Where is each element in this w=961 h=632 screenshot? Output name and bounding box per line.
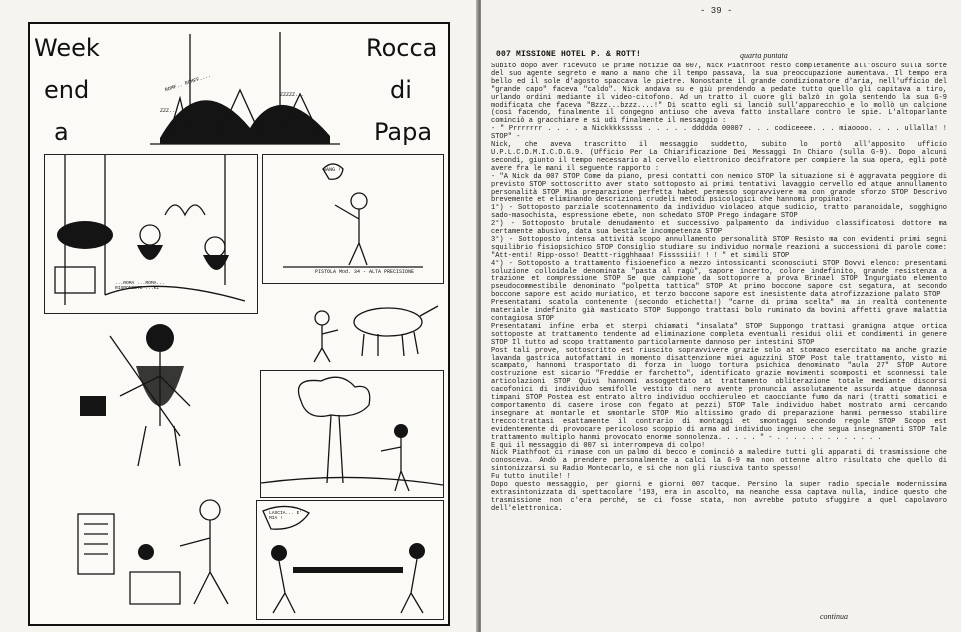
paragraph: Presentatami infine erba et sterpi chiamati "insalata" STOP Suppongo trattasi gramigna atque ortica sottoposte at trattamento tendente ad eliminazione completa eventuali residui olii et condimenti in genere STOP Il tutto ad scopo trattamento particolarmente dannoso per intestini STOP [491, 322, 947, 347]
pistol-officer-drawing [263, 155, 443, 283]
story-body [491, 63, 947, 593]
title-papa: Papa [374, 118, 433, 146]
paragraph: - " Prrrrrrr . . . . a Nickkkksssss . . . . . ddddda 00007 . . . codiceeee. . . miaoooo. . . . ullalla! ! STOP" - [491, 125, 947, 142]
paragraph: 4°) - Sottoposto a trattamento fisioenefico a mezzo intossicanti sconosciuti STOP Dovvi elenco: presentami soluzione colloidale denominata "pasta al ragù", sapore incerto, colore indefinito, grande resistenza a trazione et compressione STOP Se que campione da sottoporre a prova Brinael STOP Ingurgiato elemento pseudocommestibile denominato "polpetta tattica" STOP At primo boccone sapore cst segatura, at secondo boccone sapore est acido muriatico, et terzo boccone sapore est inesistente data atrofizzazione palato STOP [491, 259, 947, 300]
title-rocca: Rocca [366, 34, 438, 62]
paragraph: Subito dopo aver ricevuto le prime notizie da 007, Nick Piathfoot restò completamente all'oscuro sulla sorte del suo agente segreto e mano a mano che il tempo passava, la sua preoccupazione aumentava. Il tempo era bello ed il sole d'agosto spaccava le pietre. Nonostante il grande condizionatore d'aria, nell'ufficio del "grande capo" faceva "caldo". Nick andava su e giù prendendo a pedate tutto quello gli capitava a tiro, urlando ordini mediante il video-citofono. Ad un tratto il cuore gli balzò in gola sentendo la sua G-9 modificata che faceva "Bzzz...bzzz....!" Di scatto egli si lanciò sull'apparecchio e lo mollò un calcione (così facendo, finalmente il congegno antiuso che aveva fatto installare contro le spie. L'altoparlante cominciò a gracchiare e si udì finalmente il messaggio : [491, 63, 947, 126]
paragraph: Fu tutto inutile! ! [491, 473, 571, 482]
paragraph: 2°) - Sottoposto brutale denudamento et successivo palpamento da individuo classificatosi dottore ma certamente abusivo, data sua bestiale incompetenza STOP [491, 220, 947, 237]
cartoon-panel-radio [44, 154, 258, 314]
paragraph: Nick, che aveva trascritto il messaggio suddetto, subito lo portò all'apposito ufficio U.P.L.C.D.M.I.C.D.G.9. (Ufficio Per La Chiarificazione Dei Messaggi In Chiaro (sulla G-9). Dopo alcuni secondi, giunto il tempo necessario al cervello elettronico decifratore per compiere la sua opera, egli potè avere fra le mani il seguente rapporto : [491, 141, 947, 173]
snore-sfx-1: ROMF.. ROMFF.... [164, 72, 212, 94]
story-title: 007 MISSIONE HOTEL P. & ROTT! [496, 50, 642, 59]
story-subtitle: quarta puntata [740, 51, 788, 60]
lascia-bubble: LASCIA... E' MIA ! [269, 511, 303, 521]
cartoon-panel-rifle [50, 316, 250, 476]
sleeping-soldiers-drawing [130, 28, 350, 148]
bang-bubble: BANG !! [323, 167, 345, 173]
paragraph: Dopo questo messaggio, per giorni e giorni 007 tacque. Persino la super radio speciale modernissima extrasintonizzata di spettacolare '193, era in ascolto, ma neanche essa captava nulla, indice questo che trasmissione non c'era perché, se ci fosse stata, non avrebbe potuto sfuggire a quel capolavoro dell'elettronica. [491, 481, 947, 513]
paragraph: Post tali prove, sottoscritto est riuscito sopravvivere grazie solo at stomaco esercitato ma anche grazie lavanda gastrica autofattami in momento disattenzione miei aguzzini STOP Post tale trattamento, visto mi scampato, hannomi trasportato di forza in luogo tortura psichica denominato "aula 27" STOP Autore costruzione est sicario "Freddie er farchetto", identificato grazie movimenti scomposti et sconnessi tale articolazioni STOP Quivi hannomi assoggettato at trattamento obliterazione totale mediante discorsi cacofonici di individuo semifolle vestito di nero avente pronuncia assolutamente assurda atque dannosa timpani STOP Postea est entrato altro individuo occhieruleo et caocciante fumo da nari (tratti somatici e comportamento di casere irose con fegato at pezzi) STOP Tale individuo habet mostrato armi cercando insegnare at montarle et smontarle STOP Mio altissimo grado di preparazione hanmi permesso stabilire trecco:trattasi esattamente il contrario di montaggi et smontaggi secondo regole STOP Scopo est evidentemente di provocare pericoloso scoppio di arma ad individuo ingenuo che segua insegnamenti STOP Tale trattamento multiplo hanmi provocato enorme sonnolenza. . . . . " - . . . . . . . . . . . . . [491, 346, 947, 442]
title-end: end [44, 76, 90, 104]
paragraph: E qui il messaggio di 007 si interrompeva di colpo! [491, 441, 706, 450]
tree-soldier-drawing [261, 371, 443, 497]
rifle-soldier-drawing [50, 316, 250, 476]
cartoon-panel-sleeping [130, 28, 350, 148]
cartoon-panel-tug [256, 500, 444, 620]
paragraph: 3°) - Sottoposto intensa attività scopo annullamento personalità STOP Resisto ma con evidenti primi segni squilibrio fisiopsichico STOP Consiglio studiare su individuo normale reazioni a successioni di parole come: "Att-enti! Ripp-osso! Deattt-rigghhaaa! Fissssiii! ! ! " et simili STOP [491, 235, 947, 260]
cartoon-panel-pistol [262, 154, 444, 284]
pistol-caption: PISTOLA Mod. 34 - ALTA PRECISIONE [315, 269, 415, 275]
continued-label: continua [820, 612, 848, 621]
title-di: di [390, 76, 412, 104]
radio-caption: ...ROMA ...ROMA... RISPONDETE ...KI [115, 281, 165, 291]
title-week: Week [34, 34, 100, 62]
cartoon-frame [28, 22, 450, 626]
left-page [0, 0, 478, 632]
radio-operator-drawing [60, 480, 250, 616]
paragraph: Nick Piathfoot ci rimase con un palmo di becco e cominciò a maledire tutti gli apparati di trasmissione che conosceva. Andò a prendere personalmente a calci la G-9 ma non ottenne altro risultato che quello di sintonizzarsi su Radio Montecarlo, e sì che non gli riusciva tanto spesso! [491, 449, 947, 474]
title-a: a [54, 118, 69, 146]
cartoon-panel-operator [60, 480, 250, 616]
cartoon-panel-dog [292, 286, 442, 366]
cartoon-panel-tree [260, 370, 444, 498]
paragraph: 1°) - Sottoposto parziale scotennamento da individuo violaceo atque sudicio, tratto paranoidale, sogghigno sado-masochista, espressione ebete, non schedato STOP Prego indagare STOP [491, 204, 947, 221]
snore-sfx-2: ZZZZZ... [280, 92, 305, 98]
snore-sfx-3: ZZZ.. [160, 108, 176, 114]
paragraph: Presentatami scatola contenente (secondo etichetta!) "carne di prima scelta" ma in realtà contenente materiale indefinito già masticato STOP Suppongo trattasi bolo ruminato da bovini affetti grave malattia contagiosa STOP [491, 299, 947, 323]
dog-scene-drawing [292, 286, 442, 366]
paragraph: - "A Nick da 007 STOP Come da piano, presi contatti con nemico STOP la situazione si è aggravata peggiore di previsto STOP sottoscritto aver stato sottoposto ai primi tentativi lavaggio cervello ed atque annullamento personalità STOP Mia preparazione perfetta habet permesso sopravvivere ma con grande sforzo STOP Descrivo brevemente et eliminando descrizioni crudeli metodi psicologici che hannomi propinato: [491, 172, 947, 205]
page-number: - 39 - [700, 6, 733, 16]
